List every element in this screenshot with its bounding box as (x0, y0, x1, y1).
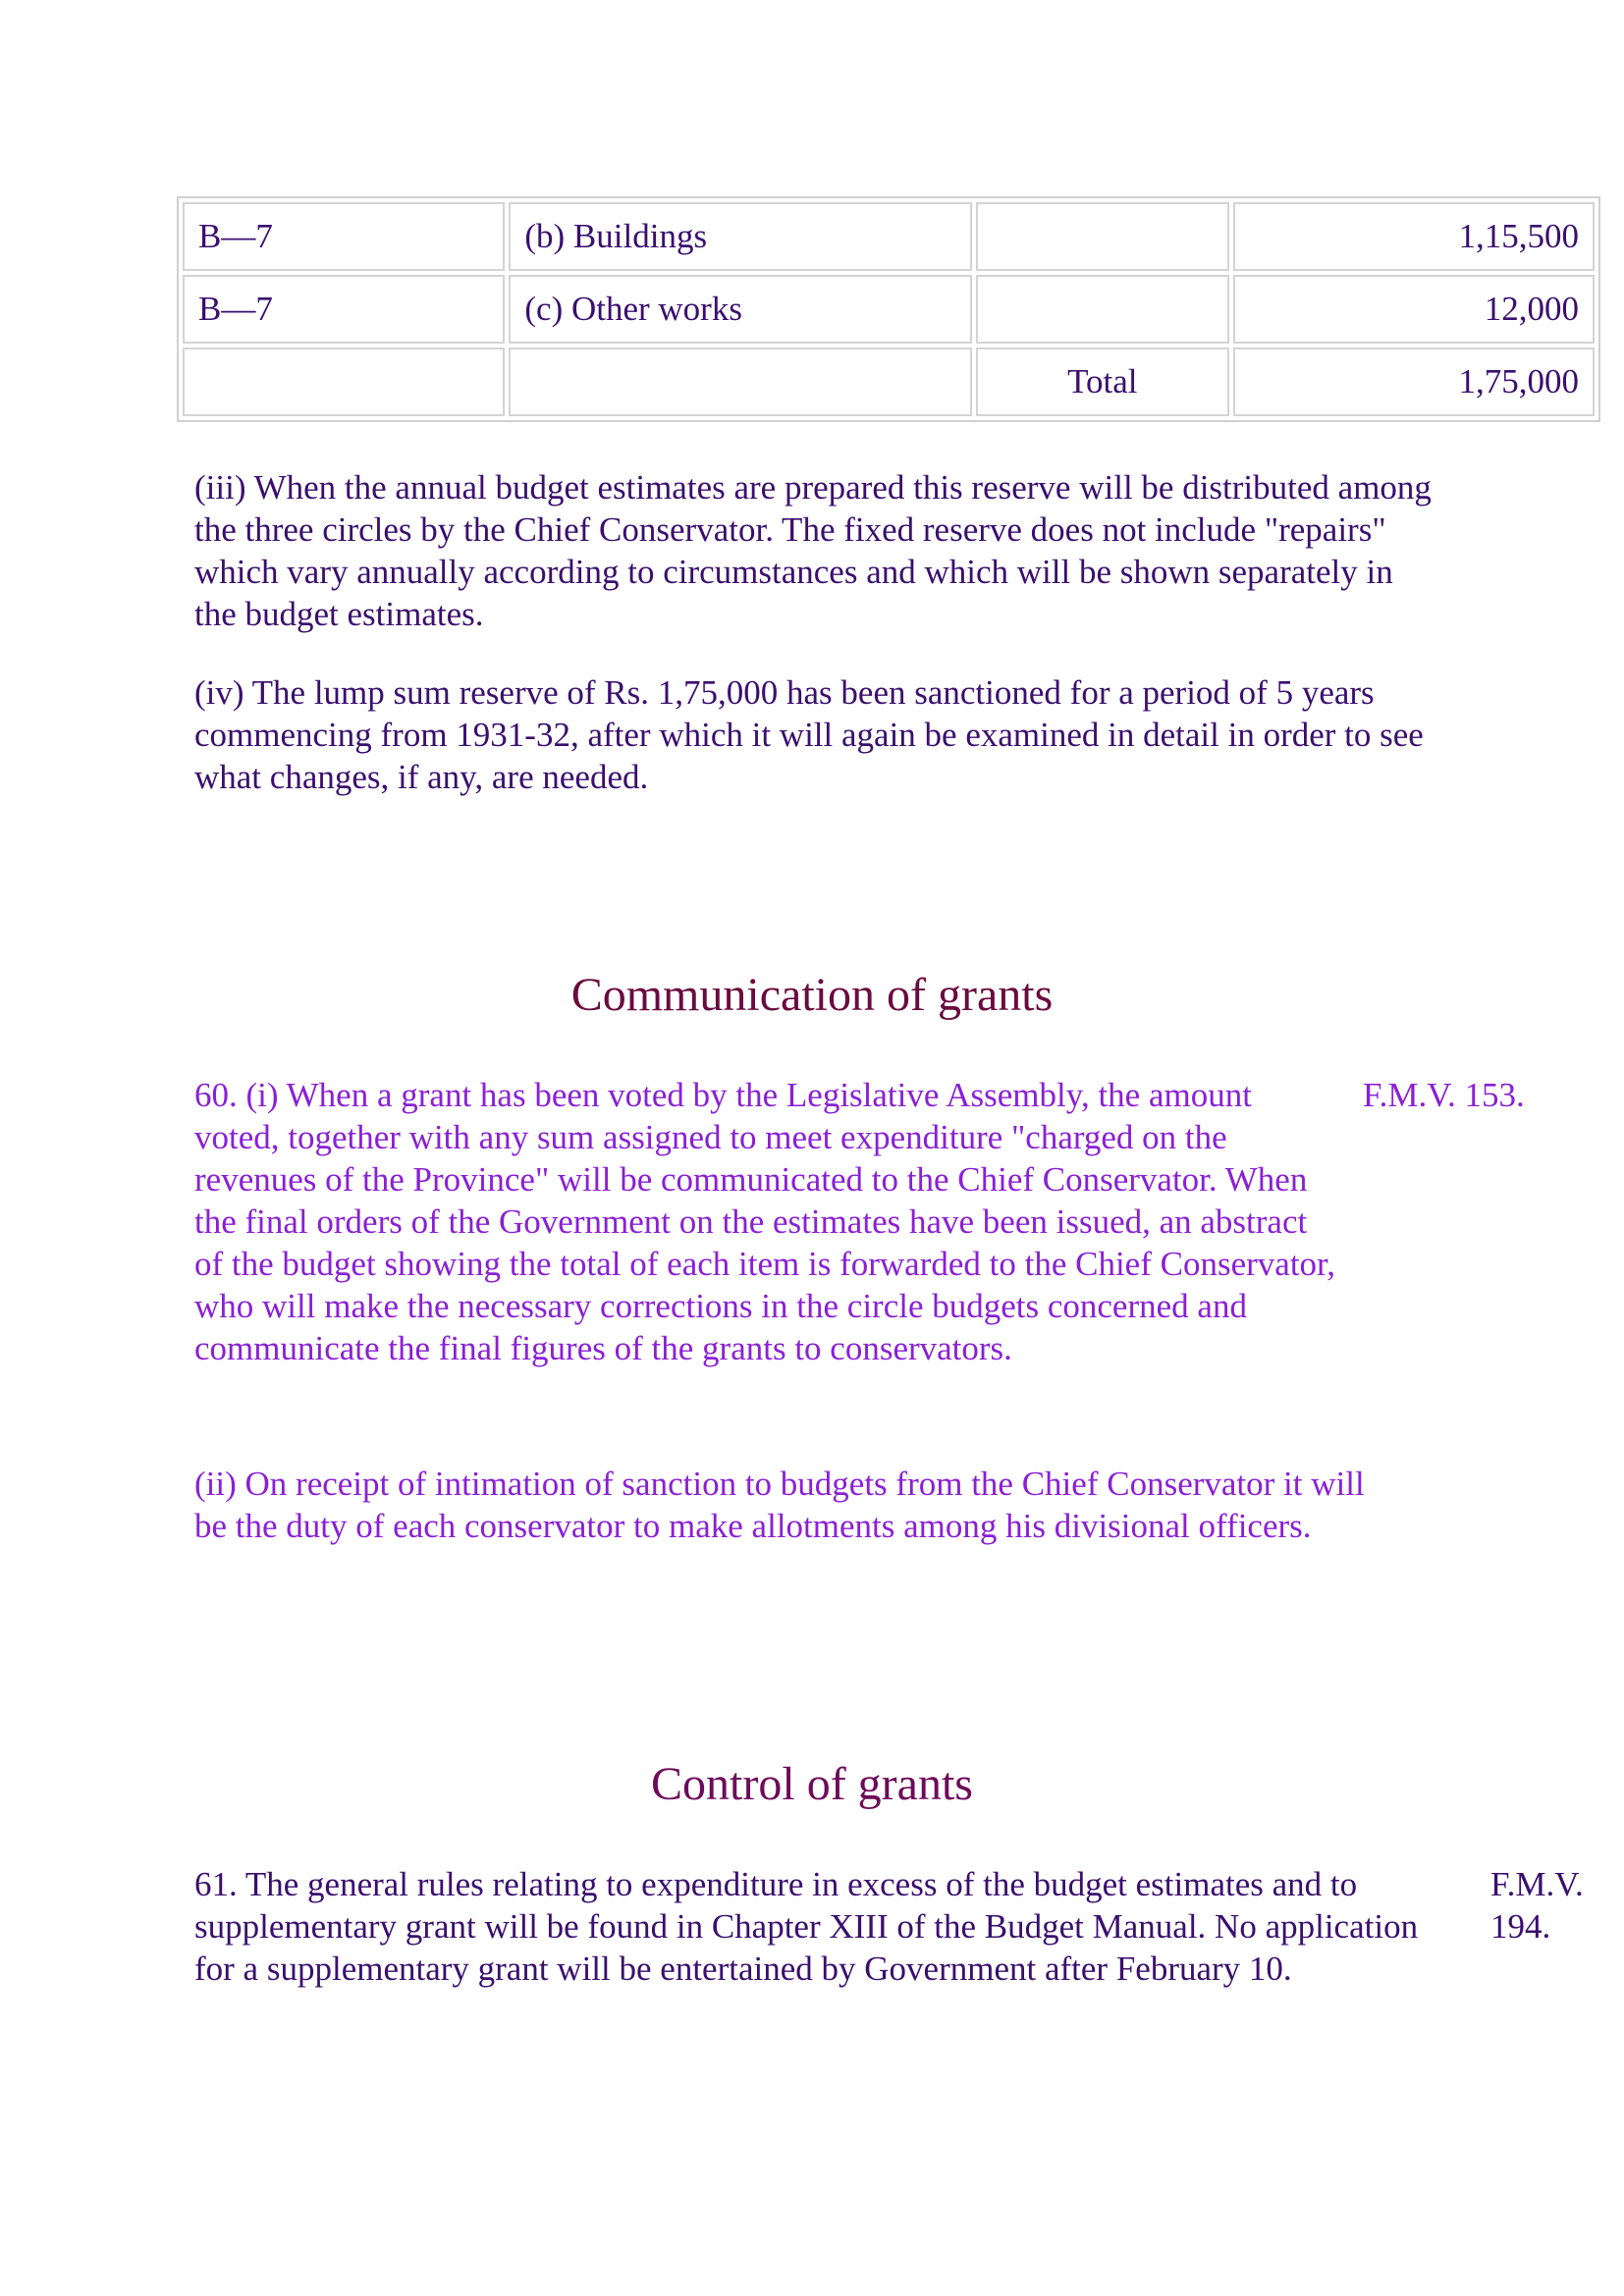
margin-reference-194 (1490, 1863, 1584, 1948)
label-cell (976, 202, 1229, 271)
description-cell (509, 347, 971, 416)
heading-control-of-grants: Control of grants (651, 1758, 973, 1810)
margin-reference-153: F.M.V. 153. (1363, 1076, 1525, 1114)
paragraph-60-i: 60. (i) When a grant has been voted by the Legislative Assembly, the amount voted, together with any sum assigned to meet expenditure "charged on the revenues of the Province" will be communicated to the Chief Conservator. When the final orders of the Government on the estimates have been issued, an abstract of the budget showing the total of each item is forwarded to the Chief Conservator, who will make the necessary corrections in the circle budgets concerned and communicate the final figures of the grants to conservators. (194, 1076, 1336, 1367)
budget-head-cell: B—7 (183, 275, 505, 344)
amount-cell: 1,15,500 (1233, 202, 1595, 271)
paragraph-60-ii: (ii) On receipt of intimation of sanction to budgets from the Chief Conservator it will be the duty of each conservator to make allotments among his divisional officers. (194, 1465, 1365, 1545)
table-row (183, 347, 1595, 416)
budget-head-cell (183, 347, 505, 416)
description-cell: (c) Other works (509, 275, 971, 344)
paragraph-61: 61. The general rules relating to expenditure in excess of the budget estimates and to supplementary grant will be found in Chapter XIII of the Budget Manual. No application for a supplementary grant will be entertained by Government after February 10. (194, 1865, 1419, 1988)
budget-head-cell: B—7 (183, 202, 505, 271)
label-cell (976, 275, 1229, 344)
table-row (183, 275, 1595, 344)
paragraph-iii: (iii) When the annual budget estimates are prepared this reserve will be distributed among the three circles by the Chief Conservator. The fixed reserve does not include "repairs" which vary annually according to circumstances and which will be shown separately in the budget estimates. (194, 468, 1432, 633)
amount-cell: 12,000 (1233, 275, 1595, 344)
budget-table (177, 196, 1600, 422)
margin-reference-line2: 194. (1490, 1907, 1551, 1946)
total-amount-cell: 1,75,000 (1233, 347, 1595, 416)
margin-reference-line1: F.M.V. (1490, 1865, 1584, 1903)
paragraph-iv: (iv) The lump sum reserve of Rs. 1,75,000 has been sanctioned for a period of 5 years commencing from 1931-32, after which it will again be examined in detail in order to see what changes, if any, are needed. (194, 673, 1424, 796)
heading-communication-of-grants: Communication of grants (570, 969, 1054, 1021)
table-row (183, 202, 1595, 271)
total-label-cell: Total (976, 347, 1229, 416)
description-cell: (b) Buildings (509, 202, 971, 271)
